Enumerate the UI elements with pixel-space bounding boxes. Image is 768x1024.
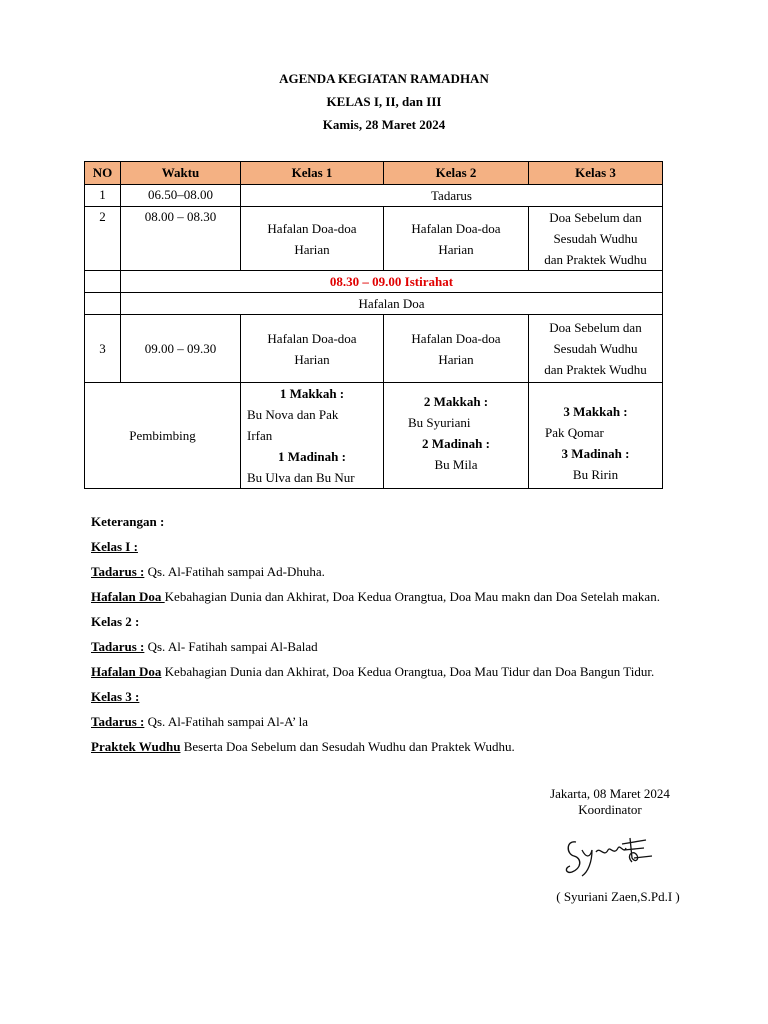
madinah-label: 2 Madinah : bbox=[422, 436, 490, 451]
praktek-text: Beserta Doa Sebelum dan Sesudah Wudhu dan Praktek Wudhu. bbox=[180, 739, 515, 754]
pembimbing-kelas-3 bbox=[529, 383, 663, 489]
praktek-label: Praktek Wudhu bbox=[91, 739, 181, 754]
tadarus-label: Tadarus : bbox=[91, 714, 145, 729]
empty-cell bbox=[85, 271, 121, 293]
makkah-names: Bu Nova dan Pak bbox=[247, 407, 339, 422]
hafalan-label: Hafalan Doa bbox=[121, 293, 663, 315]
tadarus-text: Qs. Al- Fatihah sampai Al-Balad bbox=[144, 639, 318, 654]
row-no: 3 bbox=[85, 315, 121, 383]
madinah-names: Bu Mila bbox=[434, 457, 478, 472]
madinah-label: 1 Madinah : bbox=[278, 449, 346, 464]
row-time: 09.00 – 09.30 bbox=[121, 315, 241, 383]
kelas-2-activity bbox=[384, 315, 529, 383]
cell-line: Sesudah Wudhu bbox=[553, 231, 638, 246]
cell-line: Harian bbox=[294, 241, 330, 257]
tadarus-label: Tadarus : bbox=[91, 639, 145, 654]
signature-block bbox=[500, 786, 720, 818]
kelas-1-title: Kelas I : bbox=[91, 539, 138, 554]
kelas-2-tadarus bbox=[91, 639, 711, 654]
madinah-names: Bu Ririn bbox=[572, 467, 619, 482]
cell-line: dan Praktek Wudhu bbox=[544, 362, 647, 377]
cell-line: Doa Sebelum dan bbox=[549, 320, 642, 335]
row-time: 08.00 – 08.30 bbox=[121, 207, 241, 271]
makkah-names: Bu Syuriani bbox=[408, 415, 471, 430]
signer-name: ( Syuriani Zaen,S.Pd.I ) bbox=[556, 889, 680, 904]
pembimbing-row bbox=[85, 383, 663, 489]
kelas-3-praktek bbox=[91, 739, 711, 754]
table-row bbox=[85, 185, 663, 207]
cell-line: Hafalan Doa-doa bbox=[411, 220, 501, 236]
page-subtitle: KELAS I, II, dan III bbox=[326, 94, 442, 109]
pembimbing-kelas-1 bbox=[241, 383, 384, 489]
kelas-3-title: Kelas 3 : bbox=[91, 689, 140, 704]
hafalan-text: Kebahagian Dunia dan Akhirat, Doa Kedua Orangtua, Doa Mau Tidur dan Doa Bangun Tidur. bbox=[161, 664, 655, 679]
makkah-names: Irfan bbox=[247, 428, 273, 443]
table-row bbox=[85, 315, 663, 383]
hafalan-label: Hafalan Doa bbox=[91, 589, 165, 604]
madinah-label: 3 Madinah : bbox=[561, 446, 630, 461]
header-kelas-1: Kelas 1 bbox=[241, 162, 384, 185]
kelas-2-title: Kelas 2 : bbox=[91, 614, 140, 629]
cell-line: Hafalan Doa-doa bbox=[267, 220, 357, 236]
row-no: 1 bbox=[85, 185, 121, 207]
row-no: 2 bbox=[85, 207, 121, 271]
sign-place-date: Jakarta, 08 Maret 2024 bbox=[550, 786, 670, 801]
kelas-1-hafalan bbox=[91, 589, 706, 604]
pembimbing-kelas-2 bbox=[384, 383, 529, 489]
cell-line: Hafalan Doa-doa bbox=[411, 330, 501, 346]
hafalan-text: Kebahagian Dunia dan Akhirat, Doa Kedua Orangtua, Doa Mau makn dan Doa Setelah makan. bbox=[164, 589, 660, 604]
hafalan-label: Hafalan Doa bbox=[91, 664, 162, 679]
madinah-names: Bu Ulva dan Bu Nur bbox=[247, 470, 355, 485]
table-header-row bbox=[85, 162, 663, 185]
kelas-3-tadarus bbox=[91, 714, 711, 729]
kelas-3-activity bbox=[529, 315, 663, 383]
page-title: AGENDA KEGIATAN RAMADHAN bbox=[279, 71, 489, 86]
header-waktu: Waktu bbox=[121, 162, 241, 185]
header-no: NO bbox=[85, 162, 121, 185]
tadarus-label: Tadarus : bbox=[91, 564, 145, 579]
cell-line: Hafalan Doa-doa bbox=[267, 330, 357, 346]
makkah-label: 2 Makkah : bbox=[423, 394, 489, 409]
makkah-names: Pak Qomar bbox=[545, 425, 604, 440]
signature-scribble bbox=[562, 828, 662, 880]
hafalan-row bbox=[85, 293, 663, 315]
cell-line: dan Praktek Wudhu bbox=[544, 252, 647, 267]
cell-line: Sesudah Wudhu bbox=[553, 341, 638, 356]
cell-line: Doa Sebelum dan bbox=[549, 210, 642, 225]
pembimbing-label: Pembimbing bbox=[85, 383, 241, 489]
empty-cell bbox=[85, 293, 121, 315]
cell-line: Harian bbox=[294, 351, 330, 367]
kelas-1-activity bbox=[241, 315, 384, 383]
tadarus-text: Qs. Al-Fatihah sampai Al-A’ la bbox=[144, 714, 309, 729]
kelas-1-tadarus bbox=[91, 564, 711, 579]
kelas-2-activity bbox=[384, 207, 529, 271]
kelas-3-activity bbox=[529, 207, 663, 271]
schedule-table bbox=[84, 161, 663, 489]
notes-section bbox=[91, 514, 711, 754]
header-kelas-2: Kelas 2 bbox=[384, 162, 529, 185]
break-row bbox=[85, 271, 663, 293]
makkah-label: 3 Makkah : bbox=[563, 404, 628, 419]
notes-heading: Keterangan : bbox=[91, 514, 165, 529]
sign-role: Koordinator bbox=[578, 802, 642, 817]
kelas-1-activity bbox=[241, 207, 384, 271]
kelas-2-hafalan bbox=[91, 664, 706, 679]
makkah-label: 1 Makkah : bbox=[279, 386, 345, 401]
tadarus-cell: Tadarus bbox=[241, 185, 663, 207]
cell-line: Harian bbox=[438, 241, 474, 257]
page-header bbox=[0, 70, 768, 139]
tadarus-text: Qs. Al-Fatihah sampai Ad-Dhuha. bbox=[144, 564, 325, 579]
row-time: 06.50–08.00 bbox=[121, 185, 241, 207]
header-kelas-3: Kelas 3 bbox=[529, 162, 663, 185]
break-label: 08.30 – 09.00 Istirahat bbox=[121, 271, 663, 293]
table-row bbox=[85, 207, 663, 271]
cell-line: Harian bbox=[438, 351, 474, 367]
page-date: Kamis, 28 Maret 2024 bbox=[322, 117, 446, 132]
